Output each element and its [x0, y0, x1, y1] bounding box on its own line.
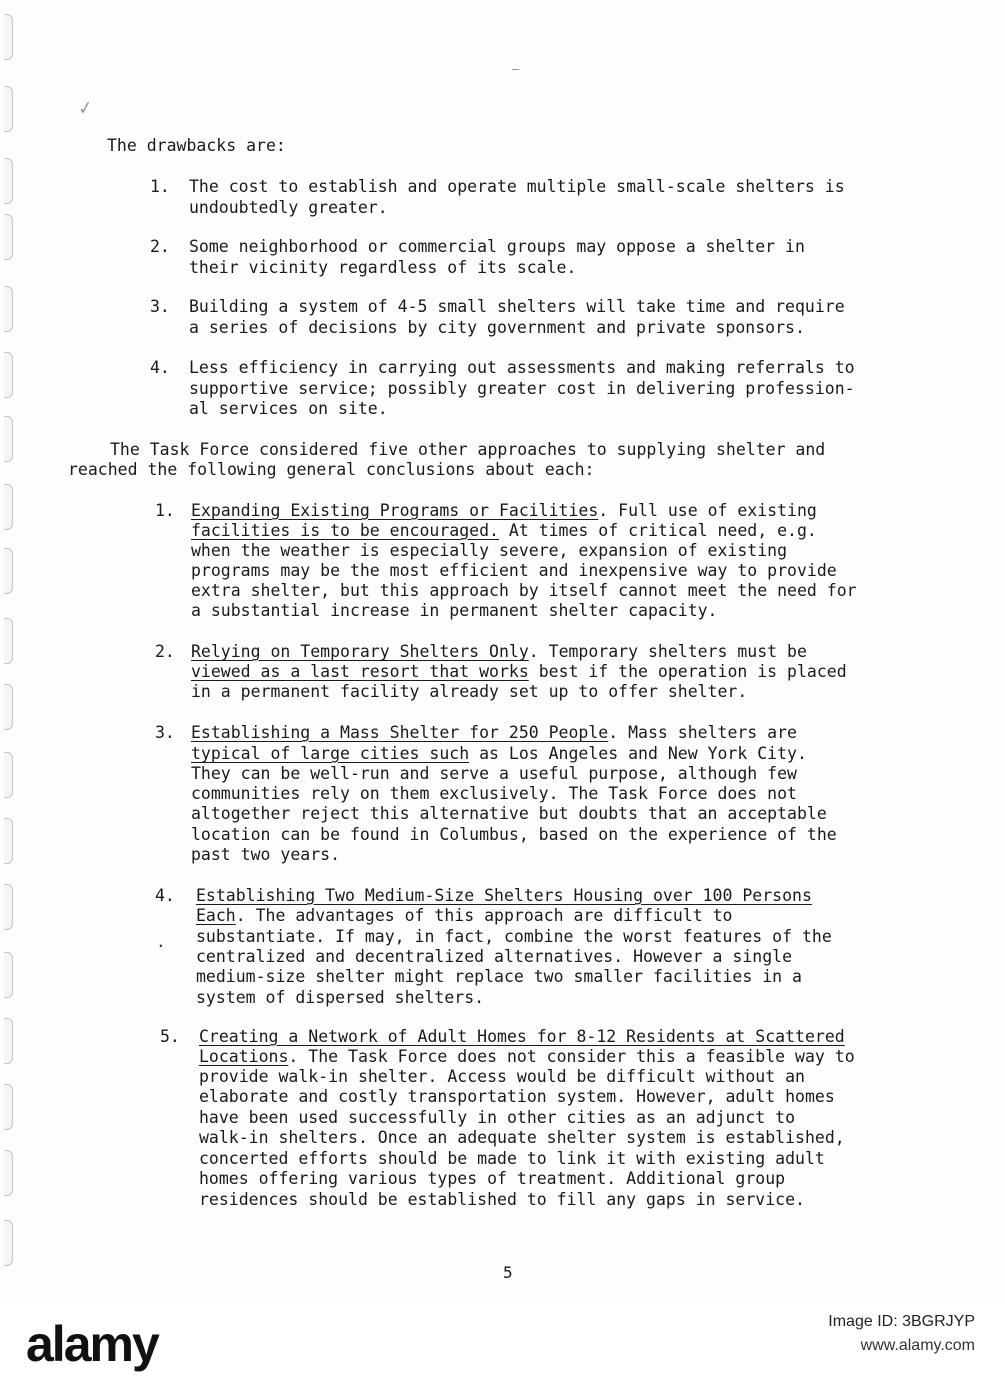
binder-holes — [0, 0, 34, 1300]
list-line: undoubtedly greater. — [189, 198, 388, 217]
approach-title: Establishing a Mass Shelter for 250 People — [191, 723, 609, 742]
list-line: concerted efforts should be made to link it with existing adult — [199, 1149, 825, 1168]
approach-title-line — [199, 1047, 855, 1068]
list-line: altogether reject this alternative but doubts that an acceptable — [191, 804, 827, 823]
list-line: a series of decisions by city government and private sponsors. — [189, 318, 805, 337]
list-line: in a permanent facility already set up to offer shelter. — [191, 682, 748, 701]
list-number: 2. — [150, 237, 170, 256]
approach-title: Locations — [199, 1047, 289, 1066]
approach-text: . Mass shelters are — [608, 723, 797, 742]
paragraph-line: reached the following general conclusions about each: — [68, 460, 595, 479]
list-number: 4. — [155, 886, 175, 905]
approach-title-line — [191, 642, 807, 663]
approach-title-line — [191, 501, 817, 522]
list-line: centralized and decentralized alternatives. However a single — [196, 947, 793, 966]
approach-title: Creating a Network of Adult Homes for 8-12 Residents at Scattered — [199, 1027, 845, 1046]
list-number: 3. — [150, 297, 170, 316]
list-line: programs may be the most efficient and inexpensive way to provide — [191, 561, 837, 580]
list-line: residences should be established to fill any gaps in service. — [199, 1190, 805, 1209]
stray-mark: – — [512, 62, 520, 76]
list-line: location can be found in Columbus, based on the experience of the — [191, 825, 837, 844]
list-number: 1. — [150, 177, 170, 196]
approach-title-line — [191, 662, 847, 683]
approach-title: typical of large cities such — [191, 744, 470, 763]
stray-dot: . — [156, 932, 166, 951]
list-number: 4. — [150, 358, 170, 377]
list-line: supportive service; possibly greater cost in delivering profession- — [189, 379, 855, 398]
list-line: Less efficiency in carrying out assessments and making referrals to — [189, 358, 855, 377]
approach-title-line — [191, 723, 797, 744]
approach-title-line — [196, 886, 812, 907]
approach-text: . The Task Force does not consider this a feasible way to — [288, 1047, 855, 1066]
stock-watermark-bar — [0, 1300, 1005, 1390]
list-line: extra shelter, but this approach by itself cannot meet the need for — [191, 581, 857, 600]
list-line: medium-size shelter might replace two smaller facilities in a — [196, 967, 802, 986]
approach-title: Each — [196, 906, 236, 925]
list-number: 2. — [155, 642, 175, 661]
list-line: provide walk-in shelter. Access would be difficult without an — [199, 1067, 805, 1086]
paragraph-line: The Task Force considered five other approaches to supplying shelter and — [110, 440, 826, 459]
list-line: Some neighborhood or commercial groups may oppose a shelter in — [189, 237, 805, 256]
approach-title: viewed as a last resort that works — [191, 662, 529, 681]
approach-text: . Full use of existing — [598, 501, 817, 520]
intro-text: The drawbacks are: — [107, 136, 286, 155]
approach-text: . The advantages of this approach are difficult to — [235, 906, 733, 925]
list-line: elaborate and costly transportation system. However, adult homes — [199, 1087, 835, 1106]
site-url: www.alamy.com — [860, 1337, 975, 1354]
list-line: system of dispersed shelters. — [196, 988, 485, 1007]
list-line: al services on site. — [189, 399, 388, 418]
list-line: walk-in shelters. Once an adequate shelter system is established, — [199, 1128, 845, 1147]
image-id-block — [828, 1310, 975, 1358]
list-line: substantiate. If may, in fact, combine the worst features of the — [196, 927, 832, 946]
alamy-logo: alamy — [26, 1316, 158, 1372]
approach-title: Expanding Existing Programs or Facilities — [191, 501, 599, 520]
list-number: 1. — [155, 501, 175, 520]
approach-title-line — [199, 1027, 845, 1048]
page-number: 5 — [503, 1263, 513, 1282]
list-line: They can be well-run and serve a useful purpose, although few — [191, 764, 797, 783]
image-id-label: Image ID: 3BGRJYP — [828, 1313, 975, 1330]
pencil-check-mark: ✓ — [76, 97, 95, 120]
list-line: when the weather is especially severe, expansion of existing — [191, 541, 788, 560]
list-line: homes offering various types of treatment. Additional group — [199, 1169, 786, 1188]
approach-text: best if the operation is placed — [528, 662, 847, 681]
approach-title-line — [196, 906, 732, 927]
list-line: communities rely on them exclusively. The Task Force does not — [191, 784, 797, 803]
list-number: 5. — [160, 1027, 180, 1046]
approach-title-line — [191, 744, 807, 765]
list-line: their vicinity regardless of its scale. — [189, 258, 577, 277]
list-line: The cost to establish and operate multiple small-scale shelters is — [189, 177, 845, 196]
list-number: 3. — [155, 723, 175, 742]
approach-title: Establishing Two Medium-Size Shelters Housing over 100 Persons — [196, 886, 812, 905]
approach-text: . Temporary shelters must be — [528, 642, 807, 661]
approach-text: At times of critical need, e.g. — [498, 521, 817, 540]
approach-text: as Los Angeles and New York City. — [469, 744, 807, 763]
approach-title-line — [191, 521, 817, 542]
list-line: past two years. — [191, 845, 341, 864]
list-line: Building a system of 4-5 small shelters will take time and require — [189, 297, 845, 316]
list-line: a substantial increase in permanent shelter capacity. — [191, 601, 718, 620]
approach-title: facilities is to be encouraged. — [191, 521, 499, 540]
approach-title: Relying on Temporary Shelters Only — [191, 642, 529, 661]
list-line: have been used successfully in other cities as an adjunct to — [199, 1108, 796, 1127]
